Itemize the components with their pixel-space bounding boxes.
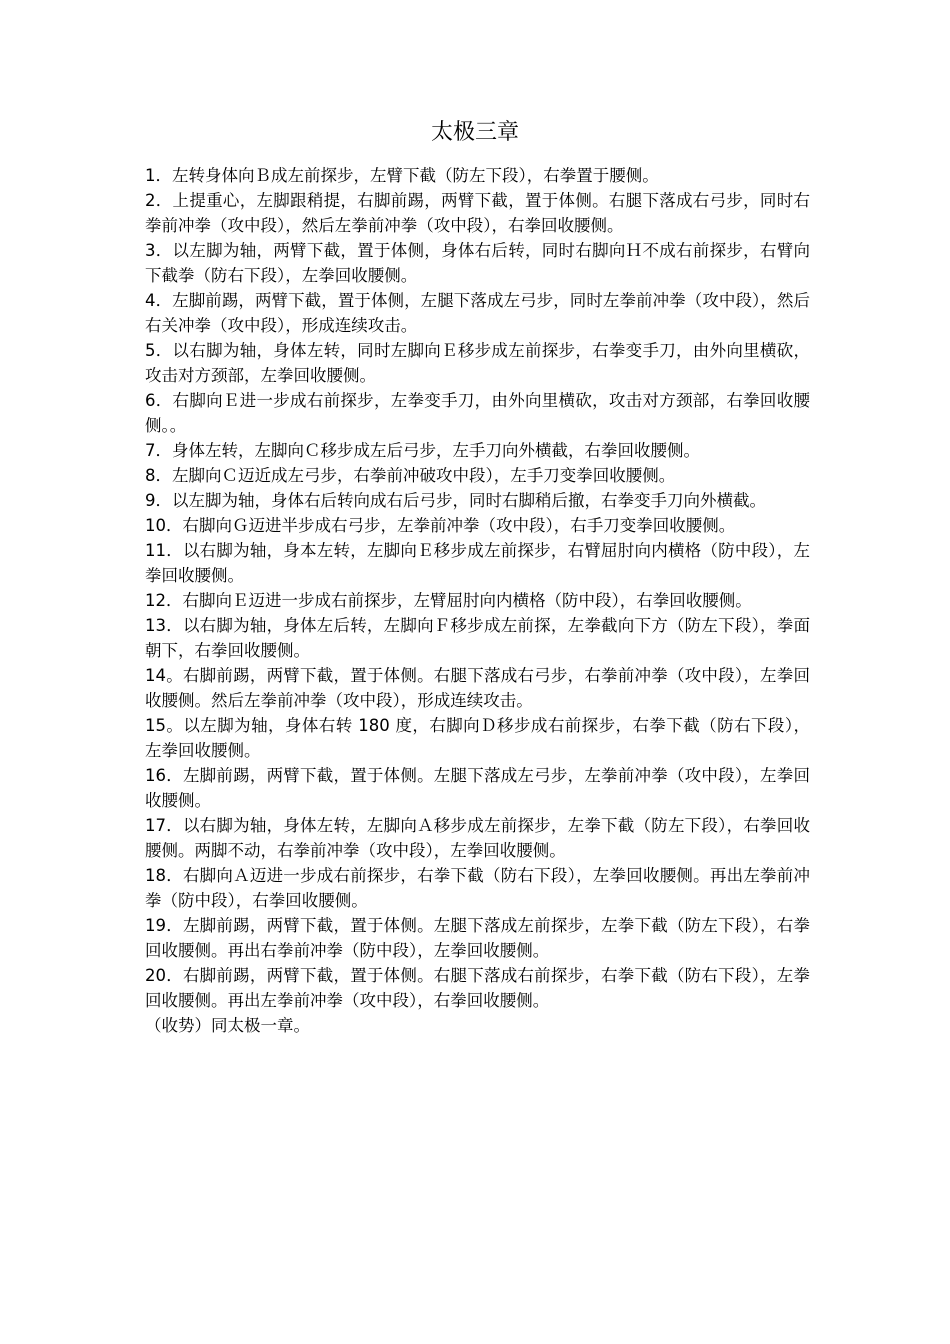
step-paragraph-3: 3．以左脚为轴，两臂下截，置于体侧，身体右后转，同时右脚向Ｈ不成右前探步，右臂向下截拳（防右下段），左拳回收腰侧。 xyxy=(145,241,810,285)
step-paragraph-13: 13．以右脚为轴，身体左后转，左脚向Ｆ移步成左前探，左拳截向下方（防左下段），拳面朝下，右拳回收腰侧。 xyxy=(145,616,810,660)
step-paragraph-14: 14。右脚前踢，两臂下截，置于体侧。右腿下落成右弓步，右拳前冲拳（攻中段），左拳回收腰侧。然后左拳前冲拳（攻中段），形成连续攻击。 xyxy=(145,666,810,710)
step-paragraph-11: 11．以右脚为轴，身本左转，左脚向Ｅ移步成左前探步，右臂屈肘向内横格（防中段），左拳回收腰侧。 xyxy=(145,541,810,585)
step-paragraph-18: 18．右脚向Ａ迈进一步成右前探步，右拳下截（防右下段），左拳回收腰侧。再出左拳前冲拳（防中段），右拳回收腰侧。 xyxy=(145,866,810,910)
step-paragraph-9: 9．以左脚为轴，身体右后转向成右后弓步，同时右脚稍后撤，右拳变手刀向外横截。 xyxy=(145,491,766,510)
step-paragraph-20: 20．右脚前踢，两臂下截，置于体侧。右腿下落成右前探步，右拳下截（防右下段），左拳回收腰侧。再出左拳前冲拳（攻中段），右拳回收腰侧。 xyxy=(145,966,810,1010)
step-paragraph-6: 6．右脚向Ｅ进一步成右前探步，左拳变手刀，由外向里横砍，攻击对方颈部，右拳回收腰侧。。 xyxy=(145,391,810,435)
step-paragraph-12: 12．右脚向Ｅ迈进一步成右前探步，左臂屈肘向内横格（防中段），右拳回收腰侧。 xyxy=(145,591,752,610)
step-paragraph-10: 10．右脚向Ｇ迈进半步成右弓步，左拳前冲拳（攻中段），右手刀变拳回收腰侧。 xyxy=(145,516,736,535)
step-paragraph-16: 16．左脚前踢，两臂下截，置于体侧。左腿下落成左弓步，左拳前冲拳（攻中段），左拳回收腰侧。 xyxy=(145,766,810,810)
step-paragraph-17: 17．以右脚为轴，身体左转，左脚向Ａ移步成左前探步，左拳下截（防左下段），右拳回收腰侧。两脚不动，右拳前冲拳（攻中段），左拳回收腰侧。 xyxy=(145,816,810,860)
step-paragraph-4: 4．左脚前踢，两臂下截，置于体侧，左腿下落成左弓步，同时左拳前冲拳（攻中段），然后右关冲拳（攻中段），形成连续攻击。 xyxy=(145,291,810,335)
document-body xyxy=(145,163,810,1038)
step-paragraph-15: 15。以左脚为轴，身体右转 180 度，右脚向Ｄ移步成右前探步，右拳下截（防右下段），左拳回收腰侧。 xyxy=(145,716,810,760)
step-paragraph-7: 7．身体左转，左脚向Ｃ移步成左后弓步，左手刀向外横截，右拳回收腰侧。 xyxy=(145,441,700,460)
step-paragraph-1: 1．左转身体向Ｂ成左前探步，左臂下截（防左下段），右拳置于腰侧。 xyxy=(145,166,659,185)
document-title: 太极三章 xyxy=(430,120,519,145)
step-paragraph-2: 2．上提重心，左脚跟稍提，右脚前踢，两臂下截，置于体侧。右腿下落成右弓步，同时右拳前冲拳（攻中段），然后左拳前冲拳（攻中段），右拳回收腰侧。 xyxy=(145,191,810,235)
step-paragraph-5: 5．以右脚为轴，身体左转，同时左脚向Ｅ移步成左前探步，右拳变手刀，由外向里横砍，攻击对方颈部，左拳回收腰侧。 xyxy=(145,341,810,385)
step-paragraph-19: 19．左脚前踢，两臂下截，置于体侧。左腿下落成左前探步，左拳下截（防左下段），右拳回收腰侧。再出右拳前冲拳（防中段），左拳回收腰侧。 xyxy=(145,916,810,960)
step-paragraph-8: 8．左脚向Ｃ迈近成左弓步，右拳前冲破攻中段），左手刀变拳回收腰侧。 xyxy=(145,466,676,485)
closing-paragraph: （收势）同太极一章。 xyxy=(145,1016,310,1035)
